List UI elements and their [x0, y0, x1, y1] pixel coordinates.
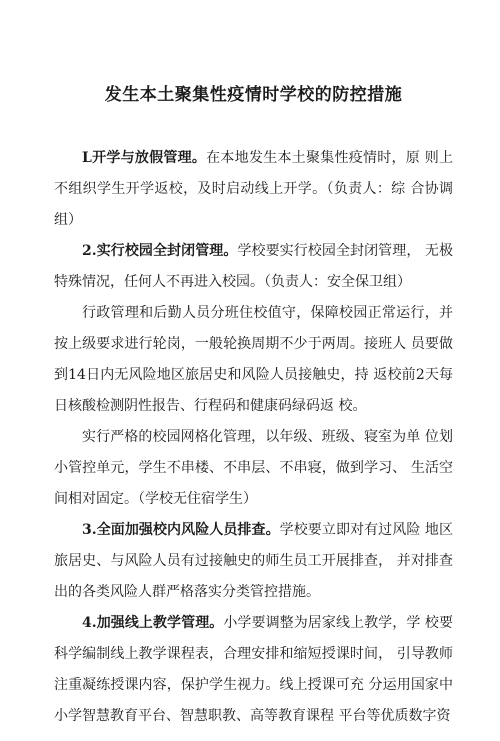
paragraph-text: 行政管理和后勤人员分班住校值守，保障校园正常运行，并按上级要求进行轮岗，一般轮换周期不少于两周。接班人 员要做到14日内无风险地区旅居史和风险人员接触史，持 返校前2天每日核酸检测阴性报告、行程码和健康码绿码返 校。 — [54, 305, 453, 414]
section-heading: L开学与放假管理。 — [82, 150, 207, 166]
paragraph-text: 实行严格的校园网格化管理，以年级、班级、寝室为单 位划小管控单元，学生不串楼、不串层、不串寝，做到学习、 生活空间相对固定。（学校无住宿学生） — [54, 429, 453, 507]
section-heading: 2.实行校园全封闭管理。 — [82, 243, 238, 259]
paragraph-text: 小学要调整为居家线上教学，学 校要科学编制线上教学课程表，合理安排和缩短授课时间， 引导教师注重凝练授课内容，保护学生视力。线上授课可充 分运用国家中小学智慧教育平台、智慧职教、高等教育课程 平台等优质数字资 — [54, 615, 453, 724]
paragraph-opening-and-holiday — [54, 143, 453, 236]
paragraph-online-teaching — [54, 608, 453, 732]
paragraph-text: 学校要立即对有过风险 地区旅居史、与风险人员有过接触史的师生员工开展排查， 并对排查出的各类风险人群严格落实分类管控措施。 — [54, 522, 453, 600]
paragraph-staff-duty — [54, 298, 453, 422]
paragraph-text: 在本地发生本土聚集性疫情时，原 则上不组织学生开学返校，及时启动线上开学。（负责人：综 合协调组） — [54, 150, 454, 228]
paragraph-grid-management — [54, 422, 453, 515]
section-heading: 4.加强线上教学管理。 — [82, 615, 224, 631]
section-heading: 3.全面加强校内风险人员排查。 — [82, 522, 280, 538]
paragraph-text: 学校要实行校园全封闭管理， 无极特殊情况，任何人不再进入校园。（负责人：安全保卫组） — [54, 243, 453, 290]
paragraph-closed-campus — [54, 236, 453, 298]
page-title: 发生本土聚集性疫情时学校的防控措施 — [104, 85, 403, 105]
paragraph-risk-screening — [54, 515, 453, 608]
